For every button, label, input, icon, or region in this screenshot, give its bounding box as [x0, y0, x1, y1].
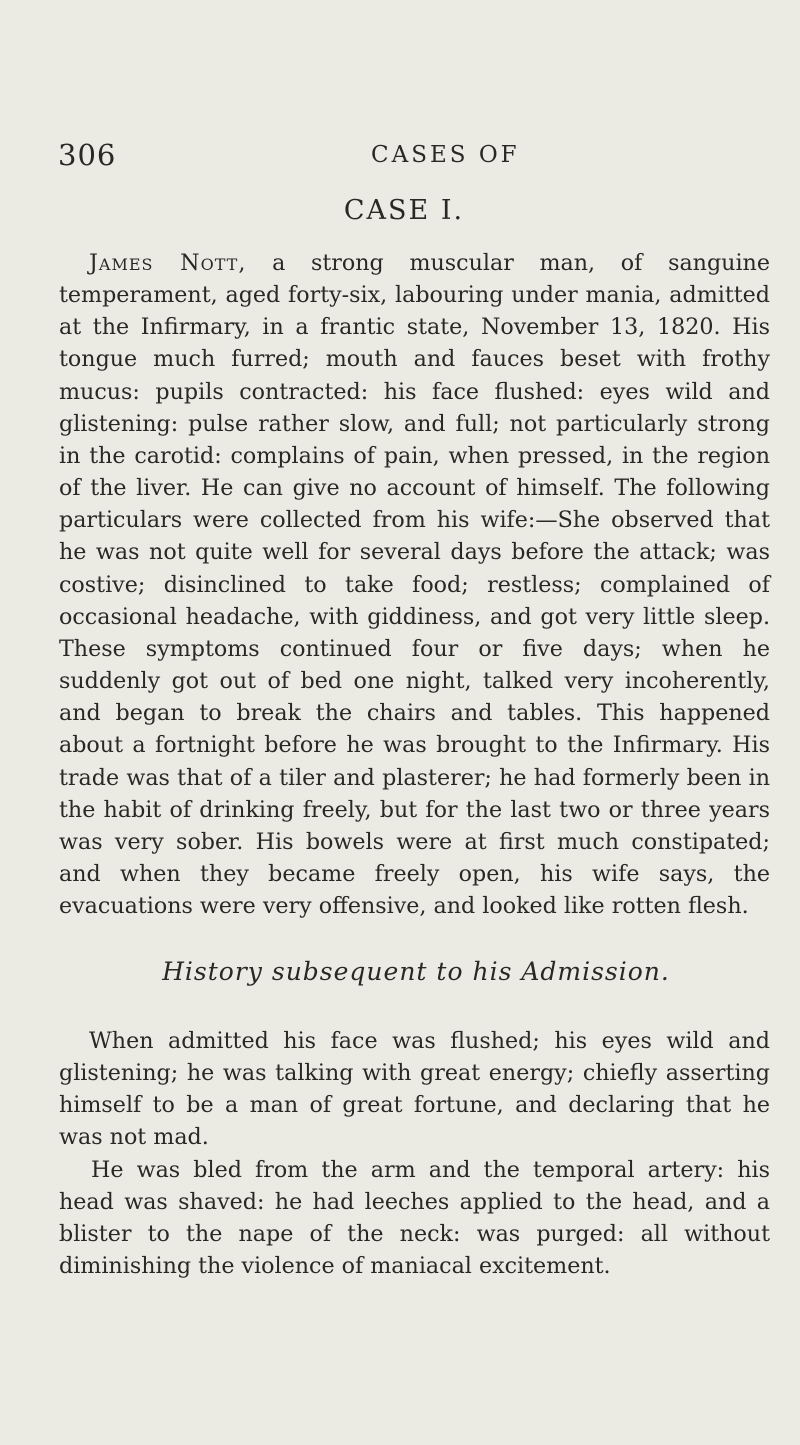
history-subheading: History subsequent to his Admission.	[162, 957, 670, 986]
case-paragraph-text: a strong muscular man, of sanguine temperament, aged forty-six, labouring under mania, admitted at the Infirmary, in a frantic state, November 13, 1820. His tongue much furred; mouth and fauces beset with frothy mucus: pupils contracted: his face flushed: eyes wild and glistening: pulse rather slow, and full; not particularly strong in the carotid: complains of pain, when pressed, in the region of the liver. He can give no account of himself. The following particulars were collected from his wife:—She observed that he was not quite well for several days before the attack; was costive; disinclined to take food; restless; complained of occasional headache, with giddiness, and got very little sleep. These symptoms continued four or five days; when he suddenly got out of bed one night, talked very incoherently, and began to break the chairs and tables. This happened about a fortnight before he was brought to the Infirmary. His trade was that of a tiler and plasterer; he had formerly been in the habit of drinking freely, but for the last two or three years was very sober. His bowels were at first much constipated; and when they became freely open, his wife says, the evacuations were very offensive, and looked like rotten flesh.	[59, 250, 770, 920]
case-paragraph	[59, 247, 770, 922]
page-number: 306	[58, 138, 117, 172]
history-paragraph-1: When admitted his face was flushed; his eyes wild and glistening; he was talking with great energy; chiefly asserting himself to be a man of great fortune, and declaring that he was not mad.	[59, 1028, 770, 1151]
history-paragraph-2: He was bled from the arm and the temporal artery: his head was shaved: he had leeches applied to the head, and a blister to the nape of the neck: was purged: all without diminishing the violence of maniacal excitement.	[59, 1156, 770, 1280]
running-title: CASES OF	[371, 142, 520, 168]
case-heading: CASE I.	[343, 195, 465, 226]
patient-name: James Nott,	[89, 250, 247, 276]
running-head	[58, 138, 770, 178]
history-section	[59, 1025, 770, 1282]
case-description	[59, 247, 770, 922]
